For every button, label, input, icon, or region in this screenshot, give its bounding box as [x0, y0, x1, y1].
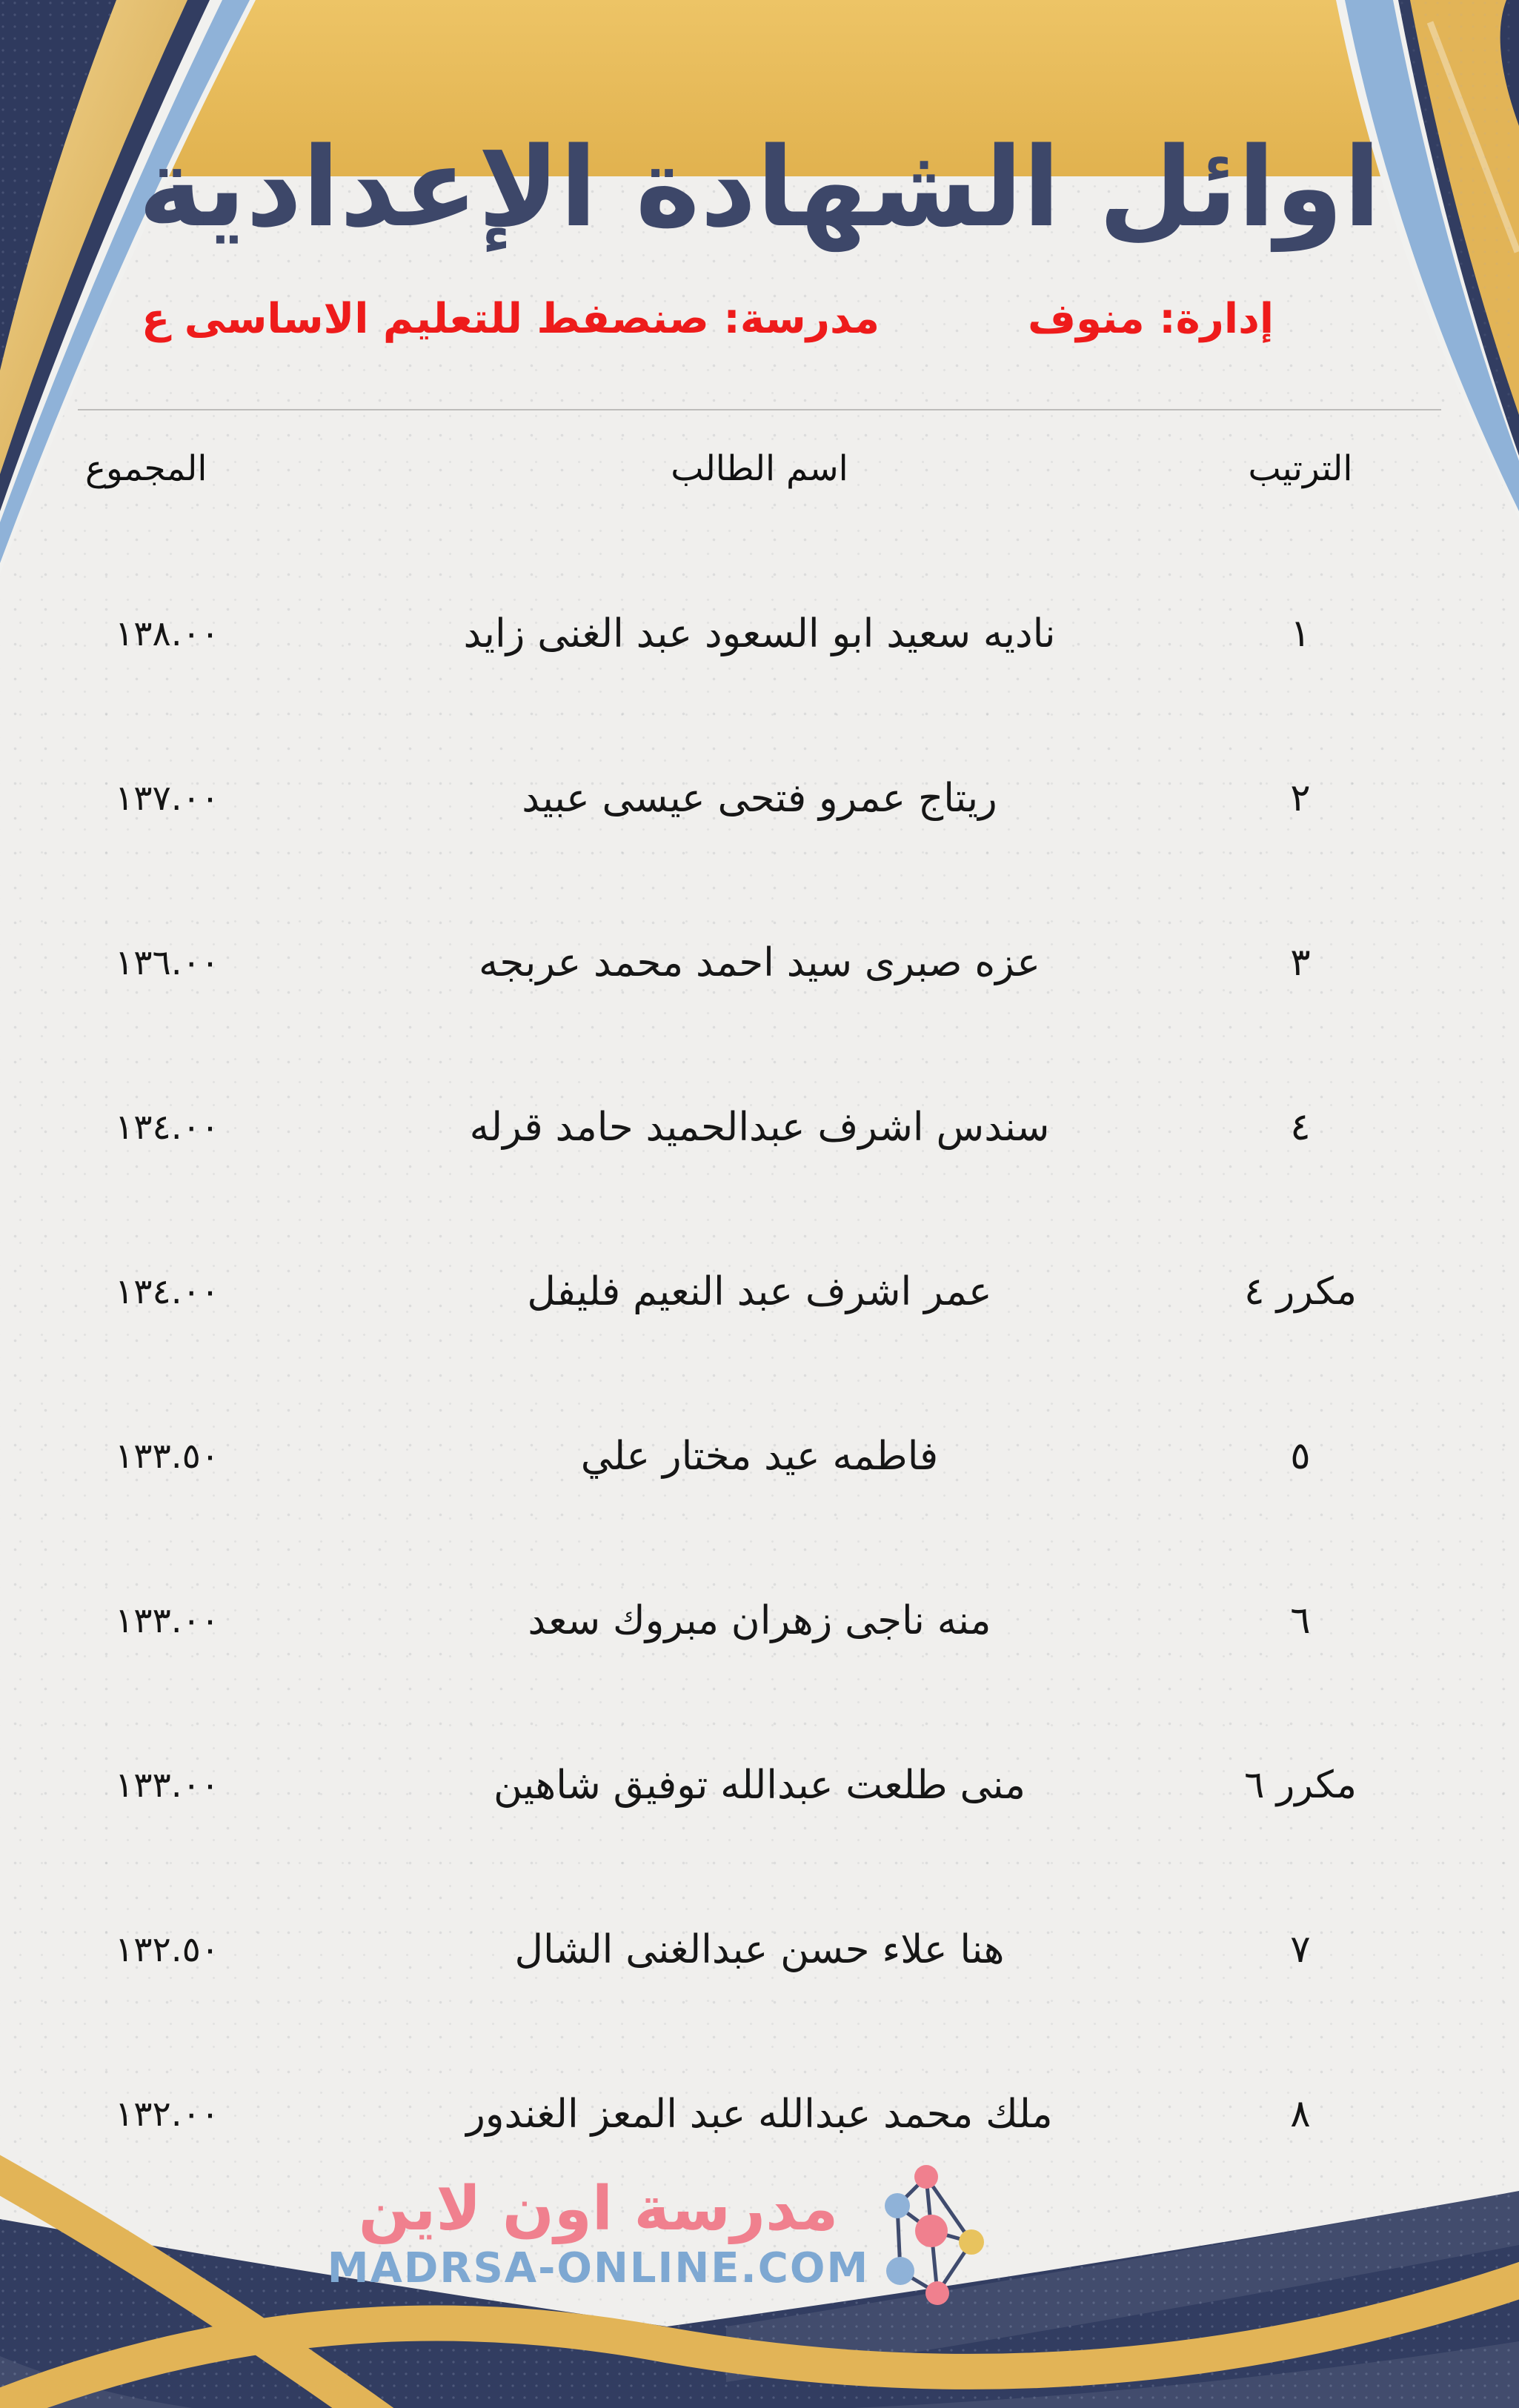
network-graph-icon [884, 2158, 991, 2310]
rank-cell: مكرر ٤ [1244, 1269, 1357, 1314]
total-cell: ١٣٤.٠٠ [115, 1271, 220, 1312]
name-cell: عمر اشرف عبد النعيم فليفل [527, 1268, 992, 1314]
table-row [0, 1868, 1519, 2031]
table-row [0, 552, 1519, 715]
table-row [0, 1374, 1519, 1537]
column-header-name: اسم الطالب [671, 448, 848, 489]
table-row [0, 1703, 1519, 1866]
total-cell: ١٣٣.٠٠ [115, 1764, 220, 1806]
total-cell: ١٣٣.٠٠ [115, 1600, 220, 1641]
name-cell: منى طلعت عبدالله توفيق شاهين [493, 1762, 1026, 1808]
brand-text-block [328, 2176, 869, 2292]
brand-arabic: مدرسة اون لاين [358, 2174, 839, 2245]
name-cell: ناديه سعيد ابو السعود عبد الغنى زايد [463, 611, 1056, 656]
total-cell: ١٣٢.٠٠ [115, 2093, 220, 2135]
rank-cell: ٤ [1290, 1105, 1311, 1149]
name-cell: سندس اشرف عبدالحميد حامد قرله [469, 1104, 1050, 1150]
rank-cell: ٨ [1290, 2092, 1311, 2136]
school-label: مدرسة: صنصفط للتعليم الاساسى ع [141, 295, 880, 343]
table-row [0, 1210, 1519, 1373]
name-cell: ملك محمد عبدالله عبد المعز الغندور [466, 2091, 1053, 2137]
column-header-rank: الترتيب [1248, 448, 1353, 489]
rank-cell: ٧ [1290, 1927, 1311, 1972]
table-header-row [0, 415, 1519, 522]
table-row [0, 881, 1519, 1044]
name-cell: ريتاج عمرو فتحى عيسى عبيد [522, 775, 997, 821]
rank-cell: مكرر ٦ [1244, 1763, 1357, 1807]
administration-label: إدارة: منوف [1028, 295, 1274, 343]
table-row [0, 716, 1519, 879]
table-row [0, 1045, 1519, 1208]
name-cell: عزه صبرى سيد احمد محمد عربجه [478, 939, 1041, 985]
name-cell: منه ناجى زهران مبروك سعد [528, 1597, 991, 1643]
brand-footer [0, 2145, 1419, 2323]
total-cell: ١٣٦.٠٠ [115, 942, 220, 983]
header-divider [78, 409, 1441, 410]
total-cell: ١٣٣.٥٠ [115, 1435, 220, 1477]
table-row [0, 1539, 1519, 1702]
total-cell: ١٣٧.٠٠ [115, 777, 220, 819]
name-cell: فاطمه عيد مختار علي [580, 1433, 939, 1479]
rank-cell: ٢ [1290, 776, 1311, 820]
brand-latin: MADRSA-ONLINE.COM [327, 2244, 870, 2293]
name-cell: هنا علاء حسن عبدالغنى الشال [514, 1926, 1005, 1972]
column-header-total: المجموع [85, 448, 207, 489]
page-title: اوائل الشهادة الإعدادية [138, 124, 1381, 251]
rank-cell: ٦ [1290, 1598, 1311, 1643]
rank-cell: ٣ [1290, 940, 1311, 985]
subtitle-row [0, 295, 1467, 343]
rank-cell: ١ [1290, 611, 1311, 656]
total-cell: ١٣٨.٠٠ [115, 613, 220, 654]
total-cell: ١٣٢.٥٠ [115, 1929, 220, 1970]
total-cell: ١٣٤.٠٠ [115, 1106, 220, 1148]
rank-cell: ٥ [1290, 1434, 1311, 1478]
